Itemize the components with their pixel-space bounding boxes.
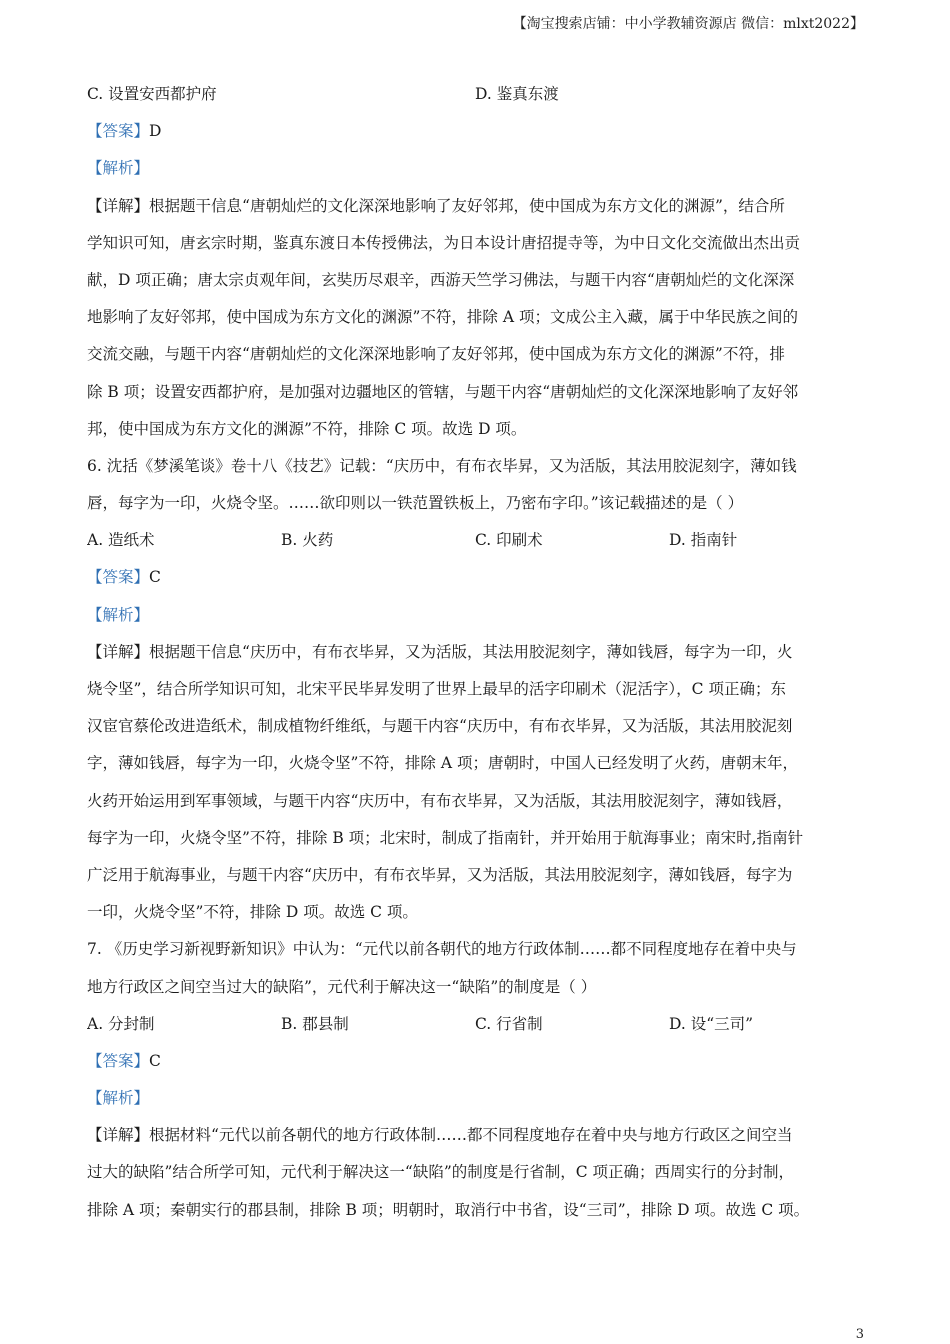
answer-value: D: [149, 122, 162, 141]
q5-detail-line: 交流交融，与题干内容“唐朝灿烂的文化深深地影响了友好邻邦，使中国成为东方文化的渊源”不符，排: [87, 345, 785, 364]
detail-label: 【详解】: [87, 1126, 150, 1145]
answer-label: 【答案】: [87, 568, 150, 587]
q7-option-c: C. 行省制: [475, 1014, 543, 1033]
answer-value: C: [149, 1051, 161, 1070]
q7-option-a: A. 分封制: [87, 1014, 155, 1033]
q7-answer: [87, 1043, 863, 1080]
q5-detail-line: 献，D 项正确；唐太宗贞观年间，玄奘历尽艰辛，西游天竺学习佛法，与题干内容“唐朝灿烂的文化深深: [87, 270, 795, 289]
detail-text: 根据题干信息“庆历中，有布衣毕昇，又为活版，其法用胶泥刻字，薄如钱唇，每字为一印，火: [149, 642, 793, 661]
detail-label: 【详解】: [87, 642, 150, 661]
q6-detail-line: 字，薄如钱唇，每字为一印，火烧令坚”不符，排除 A 项；唐朝时，中国人已经发明了火药，唐朝末年，: [87, 754, 798, 773]
q6-detail-line: [87, 634, 863, 671]
analysis-label: 【解析】: [87, 1089, 150, 1108]
q5-detail-line: [87, 188, 863, 225]
q7-analysis: [87, 1080, 863, 1117]
q6-detail-line: 一印，火烧令坚”不符，排除 D 项。故选 C 项。: [87, 903, 418, 922]
q6-analysis: [87, 597, 863, 634]
answer-label: 【答案】: [87, 122, 150, 141]
document-body: [87, 76, 863, 1229]
q6-option-d: D. 指南针: [669, 531, 738, 550]
analysis-label: 【解析】: [87, 605, 150, 624]
q6-detail-line: 火药开始运用到军事领域，与题干内容“庆历中，有布衣毕昇，又为活版，其法用胶泥刻字，薄如钱唇，: [87, 791, 793, 810]
q7-option-b: B. 郡县制: [281, 1014, 349, 1033]
q7-options: [87, 1006, 863, 1043]
q5-detail-line: 邦，使中国成为东方文化的渊源”不符，排除 C 项。故选 D 项。: [87, 419, 527, 438]
analysis-label: 【解析】: [87, 159, 150, 178]
page-number: 3: [855, 1327, 864, 1342]
q6-option-c: C. 印刷术: [475, 531, 543, 550]
q7-stem-line: 7. 《历史学习新视野新知识》中认为：“元代以前各朝代的地方行政体制……都不同程度地存在着中央与: [87, 940, 797, 959]
q6-stem-line: 6. 沈括《梦溪笔谈》卷十八《技艺》记载：“庆历中，有布衣毕昇，又为活版，其法用胶泥刻字，薄如钱: [87, 456, 797, 475]
q5-detail-line: 地影响了友好邻邦，使中国成为东方文化的渊源”不符，排除 A 项；文成公主入藏，属于中华民族之间的: [87, 308, 798, 327]
q6-stem-line: 唇，每字为一印，火烧令坚。……欲印则以一铁范置铁板上，乃密布字印。”该记载描述的是（ ）: [87, 494, 744, 513]
detail-label: 【详解】: [87, 196, 150, 215]
detail-text: 根据材料“元代以前各朝代的地方行政体制……都不同程度地存在着中央与地方行政区之间空当: [149, 1126, 793, 1145]
q6-options: [87, 522, 863, 559]
answer-value: C: [149, 568, 161, 587]
detail-text: 根据题干信息“唐朝灿烂的文化深深地影响了友好邻邦，使中国成为东方文化的渊源”，结合所: [149, 196, 785, 215]
q5-detail-line: 除 B 项；设置安西都护府，是加强对边疆地区的管辖，与题干内容“唐朝灿烂的文化深深地影响了友好邻: [87, 382, 799, 401]
q5-detail-line: 学知识可知，唐玄宗时期，鉴真东渡日本传授佛法，为日本设计唐招提寺等，为中日文化交流做出杰出贡: [87, 233, 801, 252]
q7-detail-line: [87, 1117, 863, 1154]
q6-answer: [87, 559, 863, 596]
q7-stem-line: 地方行政区之间空当过大的缺陷”，元代利于解决这一“缺陷”的制度是（ ）: [87, 977, 597, 996]
q5-option-d: D. 鉴真东渡: [475, 85, 559, 103]
q6-detail-line: 广泛用于航海事业，与题干内容“庆历中，有布衣毕昇，又为活版，其法用胶泥刻字，薄如钱唇，每字为: [87, 865, 793, 884]
q5-options: [87, 76, 863, 113]
q6-option-a: A. 造纸术: [87, 531, 155, 550]
q5-answer: [87, 113, 863, 150]
q6-detail-line: 每字为一印，火烧令坚”不符，排除 B 项；北宋时，制成了指南针，并开始用于航海事业；南宋时,指南针: [87, 828, 804, 847]
q7-option-d: D. 设“三司”: [669, 1014, 754, 1033]
q6-detail-line: 烧令坚”，结合所学知识可知，北宋平民毕昇发明了世界上最早的活字印刷术（泥活字），C 项正确；东: [87, 680, 786, 698]
q5-option-c: C. 设置安西都护府: [87, 85, 217, 103]
q6-detail-line: 汉宦官蔡伦改进造纸术，制成植物纤维纸，与题干内容“庆历中，有布衣毕昇，又为活版，其法用胶泥刻: [87, 717, 793, 736]
q7-detail-line: 过大的缺陷”结合所学可知，元代利于解决这一“缺陷”的制度是行省制，C 项正确；西周实行的分封制，: [87, 1163, 795, 1182]
page-header: 【淘宝搜索店铺：中小学教辅资源店 微信：mlxt2022】: [512, 16, 864, 32]
q6-option-b: B. 火药: [281, 531, 334, 550]
answer-label: 【答案】: [87, 1051, 150, 1070]
q7-detail-line: 排除 A 项；秦朝实行的郡县制，排除 B 项；明朝时，取消行中书省，设“三司”，排除 D 项。故选 C 项。: [87, 1200, 810, 1219]
q5-analysis: [87, 150, 863, 187]
